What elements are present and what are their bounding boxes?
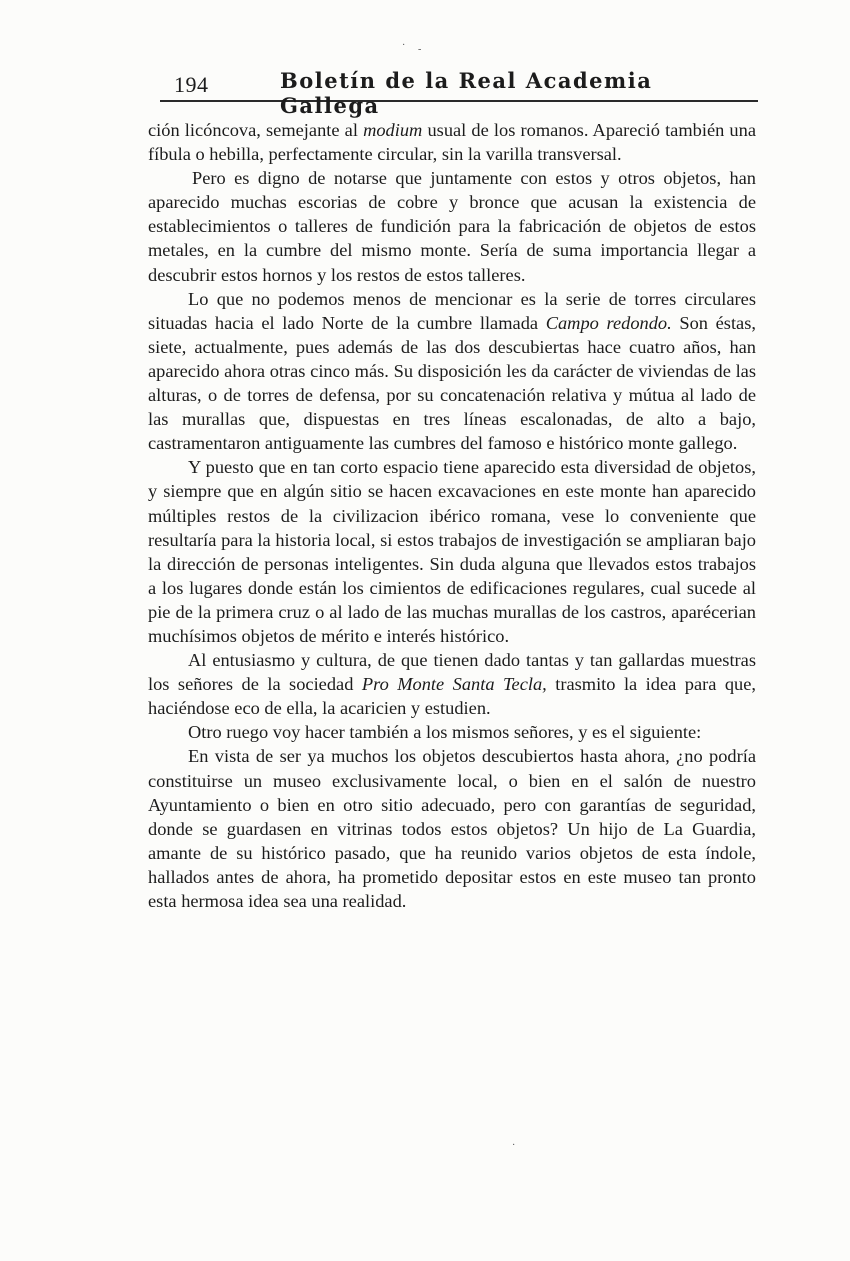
page-number: 194 [174,72,209,97]
paper-speck: · [512,1140,516,1151]
paragraph-7: En vista de ser ya muchos los objetos descubiertos hasta ahora, ¿no podría constituirse un museo exclusivamente local, o bien en el salón de nuestro Ayuntamiento o bien en otro sitio adecuado, pero con garantías de seguridad, donde se guardasen en vitrinas todos estos objetos? Un hijo de La Guardia, amante de su histórico pasado, que ha reunido varios objetos de esta índole, hallados antes de ahora, ha prometido depositar estos en este museo tan pronto esta hermosa idea sea una realidad. [148,746,756,911]
paper-speck: - [418,44,422,55]
running-title: Boletín de la Real Academia Gallega [280,68,653,118]
paragraph-5: Al entusiasmo y cultura, de que tienen dado tantas y tan gallardas muestras los señores de la sociedad Pro Monte Santa Tecla, trasmito la idea para que, haciéndose eco de ella, la acaricien y estudien. [148,650,756,719]
body-text [148,118,756,913]
italic-term: modium [363,120,423,140]
italic-place-name: Campo redondo. [545,312,672,333]
paragraph-2: Pero es digno de notarse que juntamente con estos y otros objetos, han aparecido muchas escorias de cobre y bronce que acusan la existencia de establecimientos o talleres de fundición para la fabricación de objetos de estos metales, en la cumbre del mismo monte. Sería de suma importancia llegar a descubrir estos hornos y los restos de estos talleres. [148,168,756,285]
italic-society-name: Pro Monte Santa Tecla, [361,674,547,695]
paper-speck: · [402,40,406,51]
paragraph-4: Y puesto que en tan corto espacio tiene aparecido esta diversidad de objetos, y siempre que en algún sitio se hacen excavaciones en este monte han aparecido múltiples restos de la civilizacion ibérico romana, vese lo conveniente que resultaría para la historia local, si estos trabajos de investigación se ampliaran bajo la dirección de personas inteligentes. Sin duda alguna que llevados estos trabajos a los lugares donde están los cimientos de edificaciones regulares, cual sucede al pie de la primera cruz o al lado de las muchas murallas de los castros, aparécerian muchísimos objetos de mérito e interés histórico. [148,457,756,646]
paragraph-6: Otro ruego voy hacer también a los mismos señores, y es el siguiente: [188,722,702,743]
paragraph-1: ción licóncova, semejante al modium usual de los romanos. Apareció también una fíbula o hebilla, perfectamente circular, sin la varilla transversal. [148,120,756,165]
paragraph-3: Lo que no podemos menos de mencionar es la serie de torres circulares situadas hacia el lado Norte de la cumbre llamada Campo redondo. Son éstas, siete, actualmente, pues además de las dos descubiertas hace cuatro años, han aparecido ahora otras cinco más. Su disposición les da carácter de viviendas de las alturas, o de torres de defensa, por su concatenación relativa y mútua al lado de las murallas que, dispuestas en tres líneas escalonadas, de alto a bajo, castramentaron antiguamente las cumbres del famoso e histórico monte gallego. [148,288,756,454]
running-header [160,66,758,118]
